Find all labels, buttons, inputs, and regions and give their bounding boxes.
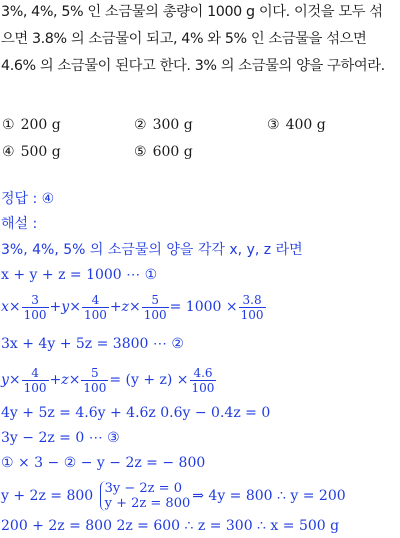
eq4-frac-1-num: 4 [22,366,49,381]
solution-intro: 3%, 4%, 5% 의 소금물의 양을 각각 x, y, z 라면 [1,242,303,258]
choice-2-mark: ② [134,117,147,133]
choice-4[interactable] [2,142,61,162]
eq2-times-3: × [128,299,141,315]
eq2-frac-1-den: 100 [23,307,47,322]
choice-5[interactable] [134,142,193,162]
question-line-3: 4.6% 의 소금물이 된다고 한다. 3% 의 소금물의 양을 구하여라. [1,58,385,74]
eq4-frac-3-num: 4.6 [190,366,217,381]
equation-2 [1,292,267,322]
eq8-lead: y + 2z = 800 [1,488,94,504]
eq4-frac-2-den: 100 [83,380,107,395]
choice-3-mark: ③ [267,117,280,133]
eq2-frac-3 [142,293,169,322]
eq2-plus-1: + [49,299,62,315]
eq2-plus-2: + [109,299,122,315]
eq2-frac-2-num: 4 [82,293,109,308]
choice-2[interactable] [134,115,193,135]
eq2-times-2: × [69,299,81,315]
eq2-frac-4-num: 3.8 [239,293,266,308]
eq2-equals: = 1000 × [169,299,238,315]
choice-5-value: 600 g [152,144,193,160]
eq2-frac-3-den: 100 [143,307,167,322]
eq2-var-x: x [1,299,9,315]
eq2-var-z: z [121,299,129,315]
equation-7: ① × 3 − ② − y − 2z = − 800 [1,455,206,471]
question-line-1: 3%, 4%, 5% 인 소금물의 총량이 1000 g 이다. 이것을 모두 섞 [1,4,383,20]
eq4-frac-2-num: 5 [81,366,108,381]
equation-9: 200 + 2z = 800 2z = 600 ∴ z = 300 ∴ x = 500 g [1,518,340,534]
eq2-frac-1-num: 3 [22,293,49,308]
eq4-frac-3 [190,366,217,395]
eq8-system [100,481,191,511]
eq2-var-y: y [61,299,70,315]
equation-8 [1,480,346,512]
equation-3: 3x + 4y + 5z = 3800 ⋯ ② [1,336,184,352]
choice-5-mark: ⑤ [134,144,147,160]
equation-4 [1,365,217,395]
equation-1: x + y + z = 1000 ⋯ ① [1,267,158,283]
eq4-times-1: × [8,372,21,388]
eq4-middle: = (y + z) × [109,372,189,388]
equation-5: 4y + 5z = 4.6y + 4.6z 0.6y − 0.4z = 0 [1,405,271,421]
choice-3[interactable] [267,115,326,135]
explanation-label: 해설 : [1,216,38,232]
choice-4-value: 500 g [20,144,61,160]
eq4-frac-1-den: 100 [23,380,47,395]
eq4-plus: + [49,372,62,388]
eq4-var-z: z [61,372,69,388]
eq8-tail: ⇒ 4y = 800 ∴ y = 200 [192,488,346,504]
eq2-times-1: × [8,299,21,315]
choice-1[interactable] [2,115,61,135]
eq4-frac-2 [81,366,108,395]
eq2-frac-4-den: 100 [240,307,264,322]
answer-line: 정답 : ④ [1,191,55,207]
choice-3-value: 400 g [285,117,326,133]
eq2-frac-1 [22,293,49,322]
eq4-times-2: × [68,372,81,388]
eq2-frac-4 [239,293,266,322]
choice-4-mark: ④ [2,144,15,160]
eq8-system-line-2: y + 2z = 800 [104,496,191,511]
choice-1-value: 200 g [20,117,61,133]
eq4-frac-3-den: 100 [191,380,215,395]
eq4-frac-1 [22,366,49,395]
question-line-2: 으면 3.8% 의 소금물이 되고, 4% 와 5% 인 소금물을 섞으면 [1,31,367,47]
equation-6: 3y − 2z = 0 ⋯ ③ [1,430,120,446]
eq2-frac-3-num: 5 [142,293,169,308]
choice-1-mark: ① [2,117,15,133]
eq4-var-y: y [1,372,9,388]
eq2-frac-2 [82,293,109,322]
eq8-system-line-1: 3y − 2z = 0 [104,481,182,496]
eq2-frac-2-den: 100 [83,307,107,322]
choice-2-value: 300 g [152,117,193,133]
